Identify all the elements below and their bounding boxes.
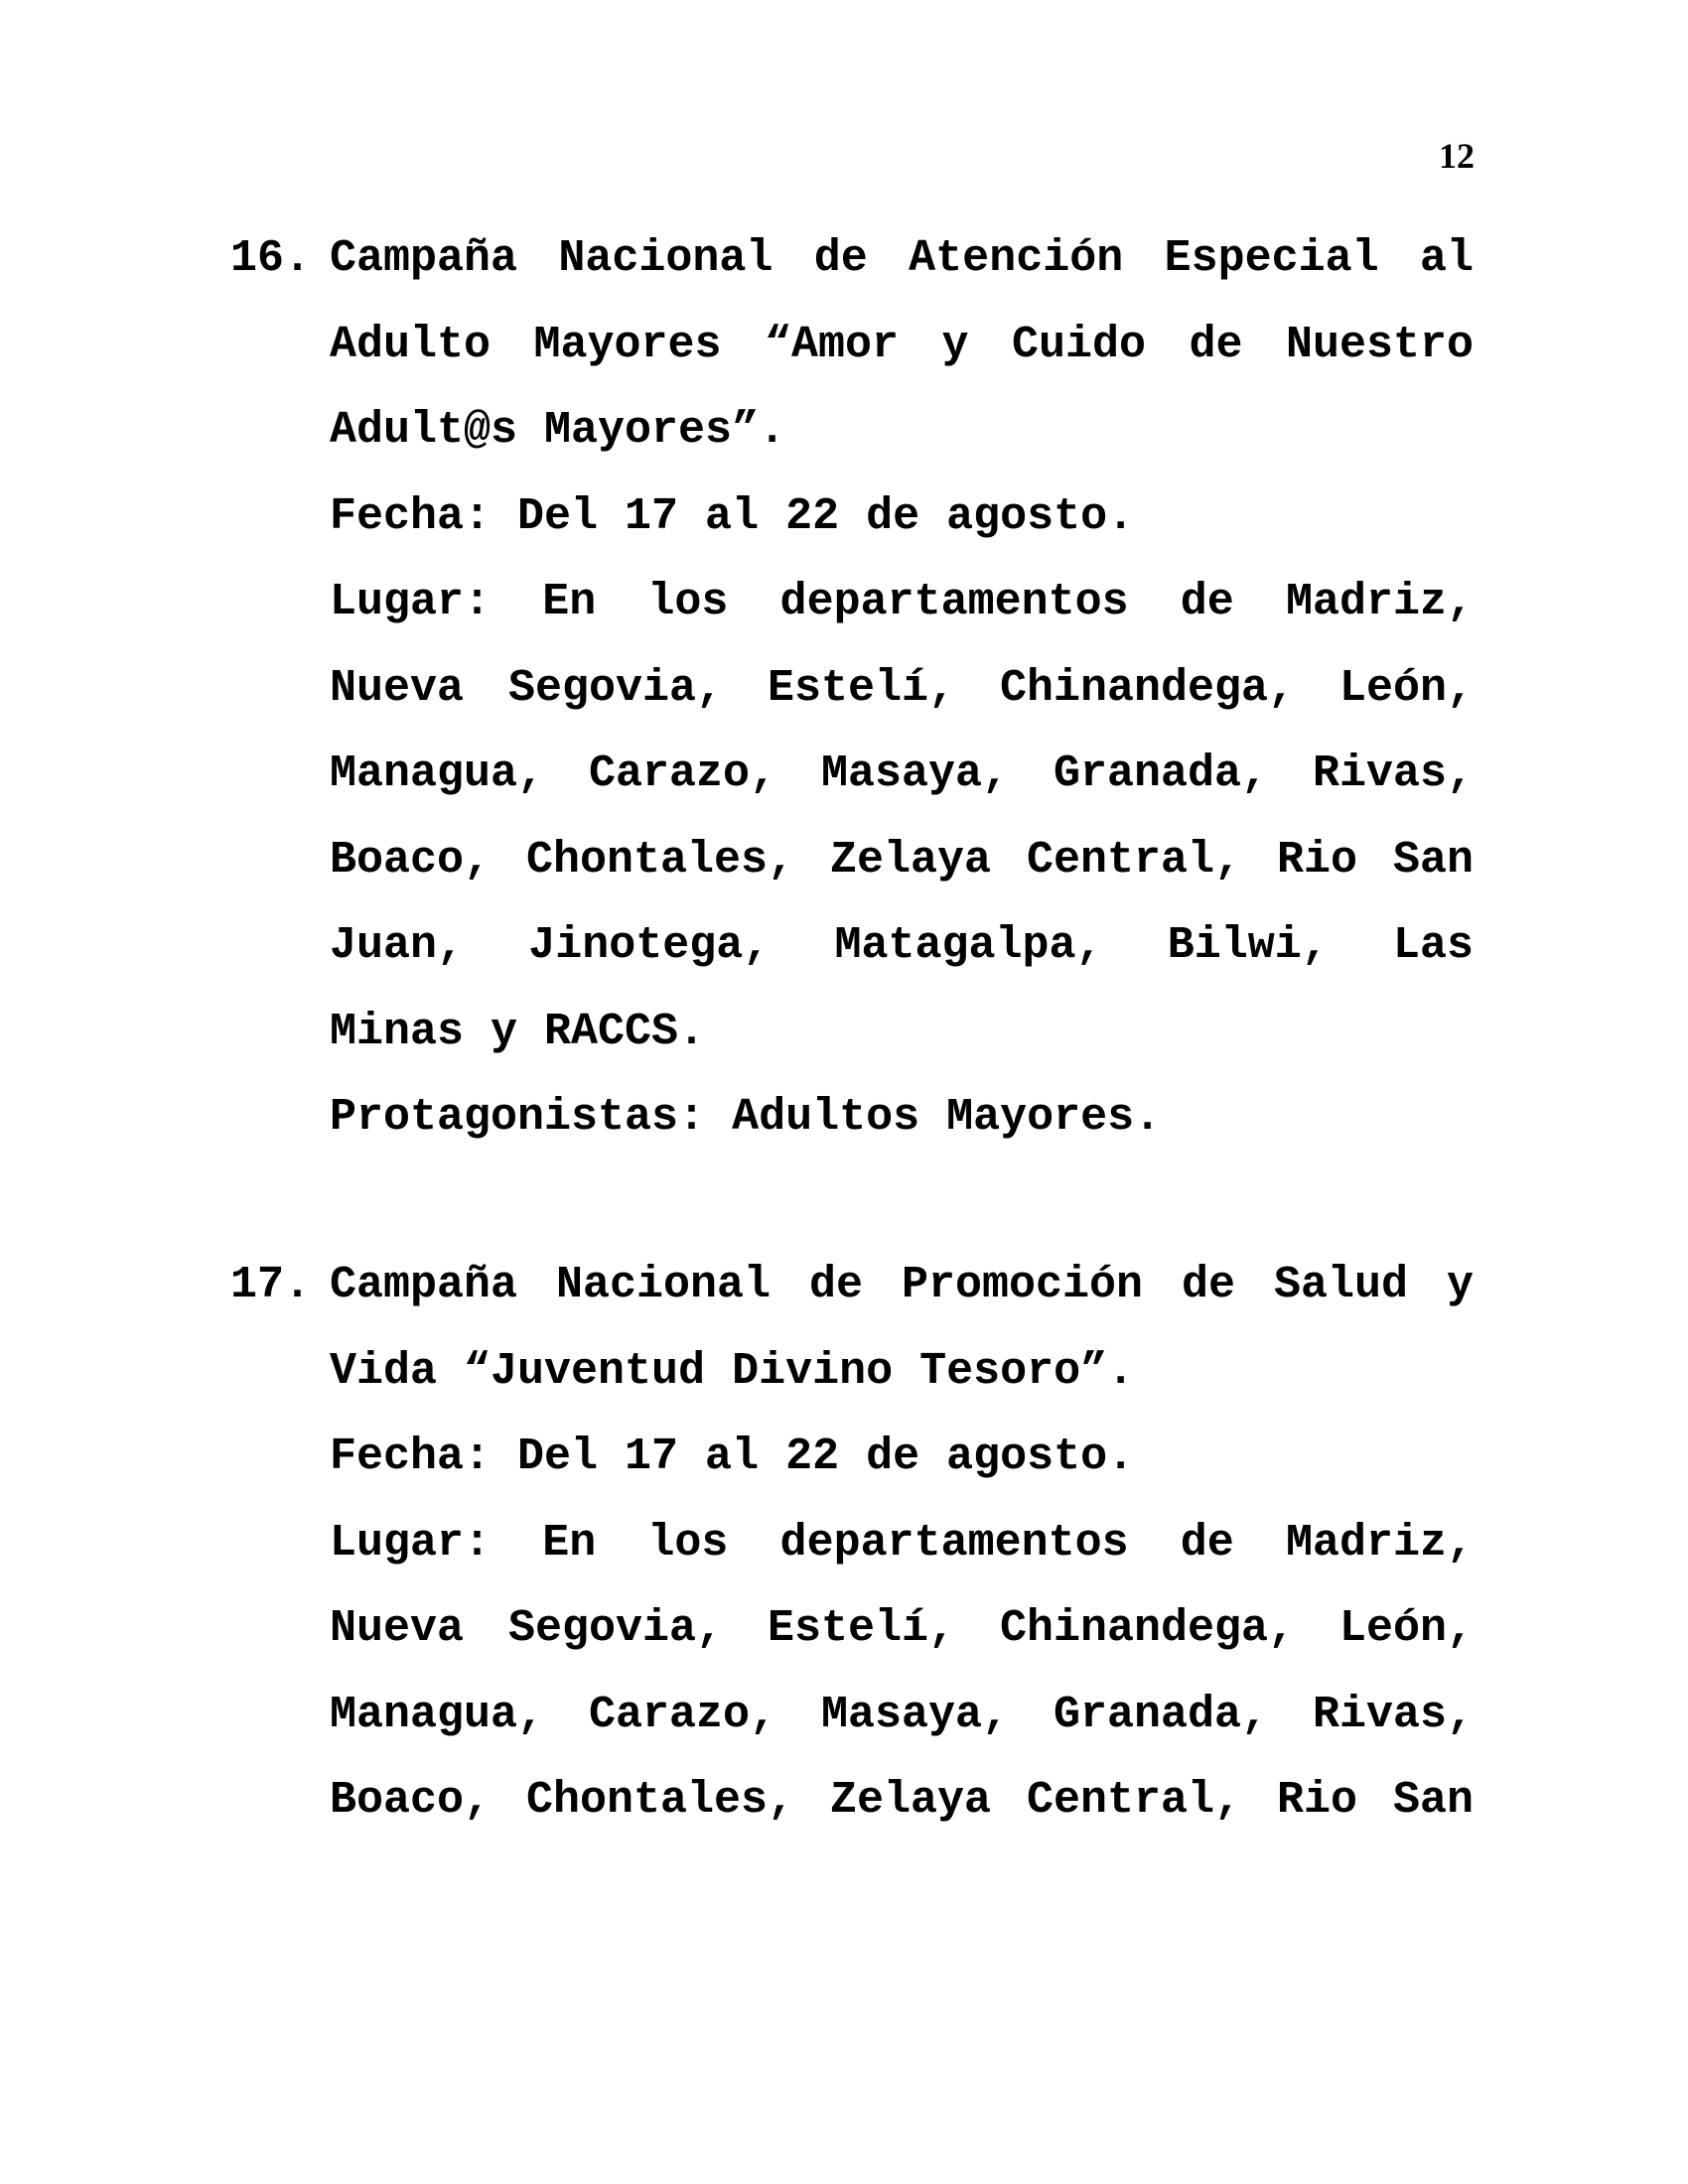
item-fecha: Fecha: Del 17 al 22 de agosto. xyxy=(330,490,1135,542)
item-lugar-line: Managua, Carazo, Masaya, Granada, Rivas, xyxy=(330,1689,1474,1740)
list-item-17 xyxy=(230,1243,1474,1844)
item-lugar-line: Managua, Carazo, Masaya, Granada, Rivas, xyxy=(330,749,1474,799)
item-protagonistas: Protagonistas: Adultos Mayores. xyxy=(330,1092,1162,1143)
item-title-line: Campaña Nacional de Atención Especial al xyxy=(330,233,1474,284)
item-fecha: Fecha: Del 17 al 22 de agosto. xyxy=(330,1432,1135,1482)
item-lugar-line: Nueva Segovia, Estelí, Chinandega, León, xyxy=(330,1603,1474,1654)
item-title-line: Adulto Mayores “Amor y Cuido de Nuestro xyxy=(330,319,1474,370)
item-lugar-line: Lugar: En los departamentos de Madriz, xyxy=(330,577,1474,627)
page-number: 12 xyxy=(1439,136,1475,176)
item-title-line: Vida “Juventud Divino Tesoro”. xyxy=(330,1345,1135,1397)
item-number: 16. xyxy=(230,233,312,284)
list-item-16 xyxy=(230,216,1474,1161)
item-title-line: Campaña Nacional de Promoción de Salud y xyxy=(330,1260,1474,1310)
item-lugar-line: Juan, Jinotega, Matagalpa, Bilwi, Las xyxy=(330,920,1474,971)
item-lugar-line: Boaco, Chontales, Zelaya Central, Rio San xyxy=(330,1775,1474,1826)
item-lugar-line: Nueva Segovia, Estelí, Chinandega, León, xyxy=(330,662,1474,714)
item-lugar-line: Lugar: En los departamentos de Madriz, xyxy=(330,1517,1474,1569)
item-lugar-line: Minas y RACCS. xyxy=(330,1006,706,1057)
item-lugar-line: Boaco, Chontales, Zelaya Central, Rio San xyxy=(330,834,1474,886)
item-body xyxy=(330,216,1474,1161)
item-body xyxy=(330,1243,1474,1844)
item-number: 17. xyxy=(230,1260,312,1310)
item-title-line: Adult@s Mayores”. xyxy=(330,405,786,456)
